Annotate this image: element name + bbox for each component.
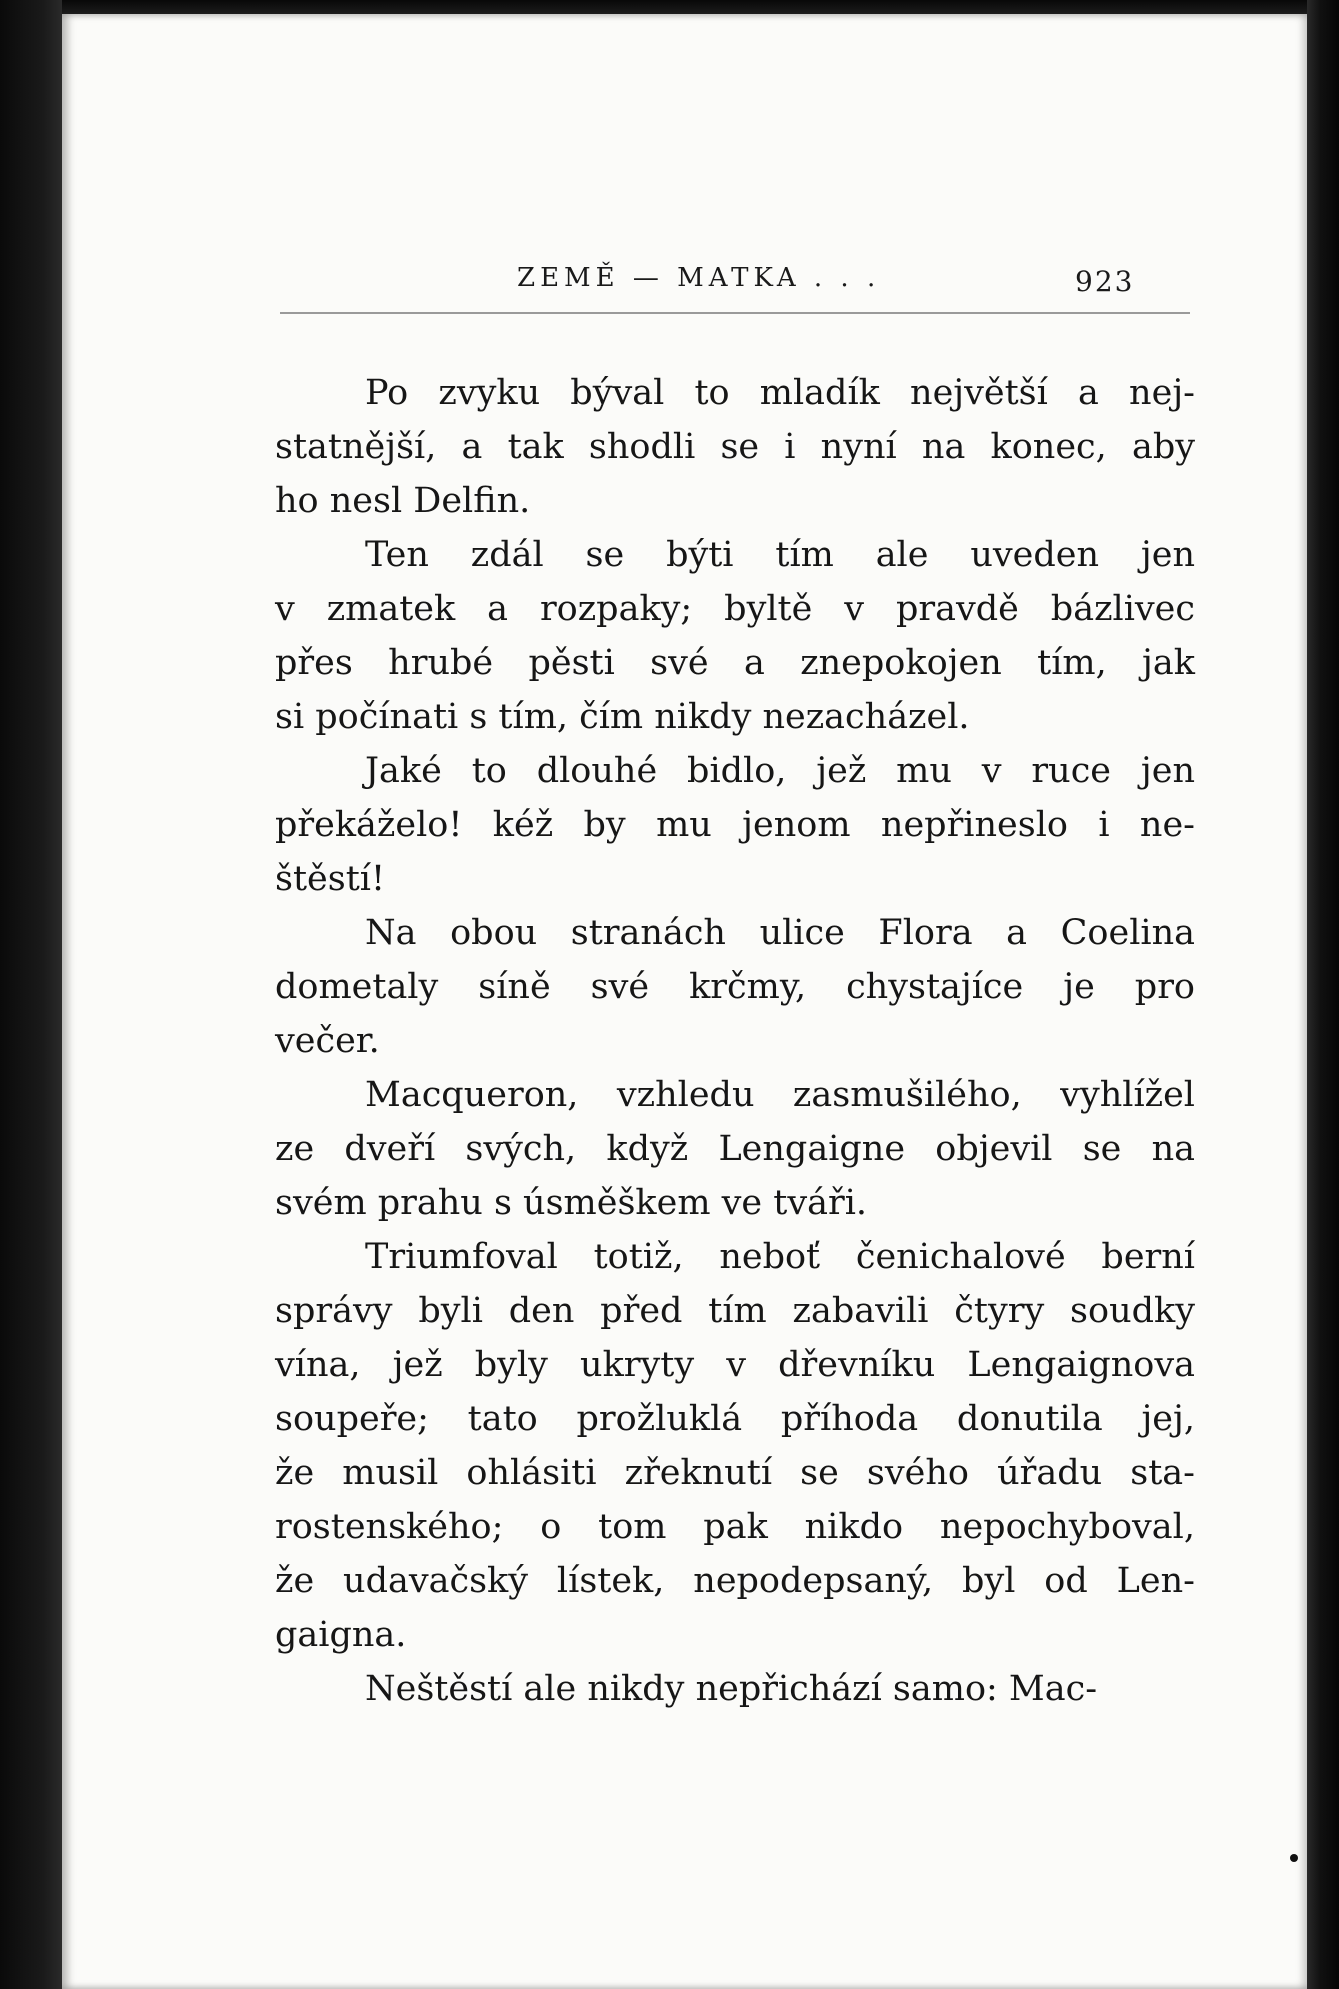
text-line: přes hrubé pěsti své a znepokojen tím, jak xyxy=(275,643,1195,683)
paragraph xyxy=(275,1230,1195,1662)
text-line: soupeře; tato prožluklá příhoda donutila jej, xyxy=(275,1399,1195,1439)
scan-border-left xyxy=(0,0,62,1989)
text-line: překáželo! kéž by mu jenom nepřineslo i ne- xyxy=(275,805,1195,845)
text-line: Triumfoval totiž, neboť čenichalové berní xyxy=(365,1237,1195,1277)
paragraph xyxy=(275,1068,1195,1230)
text-line: Ten zdál se býti tím ale uveden jen xyxy=(365,535,1195,575)
paragraph xyxy=(275,366,1195,528)
scan-border-right xyxy=(1307,0,1339,1989)
text-line: štěstí! xyxy=(275,859,386,899)
text-line: Macqueron, vzhledu zasmušilého, vyhlížel xyxy=(365,1075,1195,1115)
running-head-title: ZEMĚ — MATKA . . . xyxy=(517,263,881,293)
text-line: ze dveří svých, když Lengaigne objevil se na xyxy=(275,1129,1195,1169)
running-head xyxy=(62,251,1307,301)
body-text xyxy=(275,366,1195,1716)
text-line: že udavačský lístek, nepodepsaný, byl od Len- xyxy=(275,1561,1195,1601)
scan-border-top xyxy=(0,0,1339,14)
paragraph xyxy=(275,744,1195,906)
text-line: Na obou stranách ulice Flora a Coelina xyxy=(365,913,1195,953)
text-line: statnější, a tak shodli se i nyní na konec, aby xyxy=(275,427,1195,467)
paragraph xyxy=(275,1662,1195,1716)
paragraph xyxy=(275,528,1195,744)
text-line: dometaly síně své krčmy, chystajíce je pro xyxy=(275,967,1195,1007)
page-number: 923 xyxy=(1075,265,1135,298)
book-page xyxy=(62,14,1307,1989)
text-line: vína, jež byly ukryty v dřevníku Lengaignova xyxy=(275,1345,1195,1385)
text-line: si počínati s tím, čím nikdy nezacházel. xyxy=(275,697,970,737)
text-line: v zmatek a rozpaky; byltě v pravdě bázlivec xyxy=(275,589,1195,629)
text-line: Jaké to dlouhé bidlo, jež mu v ruce jen xyxy=(365,751,1195,791)
text-line: Neštěstí ale nikdy nepřichází samo: Mac- xyxy=(365,1669,1098,1709)
text-line: Po zvyku býval to mladík největší a nej- xyxy=(365,373,1195,413)
header-rule xyxy=(280,312,1190,314)
scan-speck xyxy=(1290,1854,1298,1862)
paragraph xyxy=(275,906,1195,1068)
text-line: gaigna. xyxy=(275,1615,407,1655)
text-line: správy byli den před tím zabavili čtyry soudky xyxy=(275,1291,1195,1331)
text-line: ho nesl Delfin. xyxy=(275,481,531,521)
text-line: večer. xyxy=(275,1021,380,1061)
text-line: že musil ohlásiti zřeknutí se svého úřadu sta- xyxy=(275,1453,1195,1493)
text-line: rostenského; o tom pak nikdo nepochyboval, xyxy=(275,1507,1195,1547)
text-line: svém prahu s úsměškem ve tváři. xyxy=(275,1183,868,1223)
